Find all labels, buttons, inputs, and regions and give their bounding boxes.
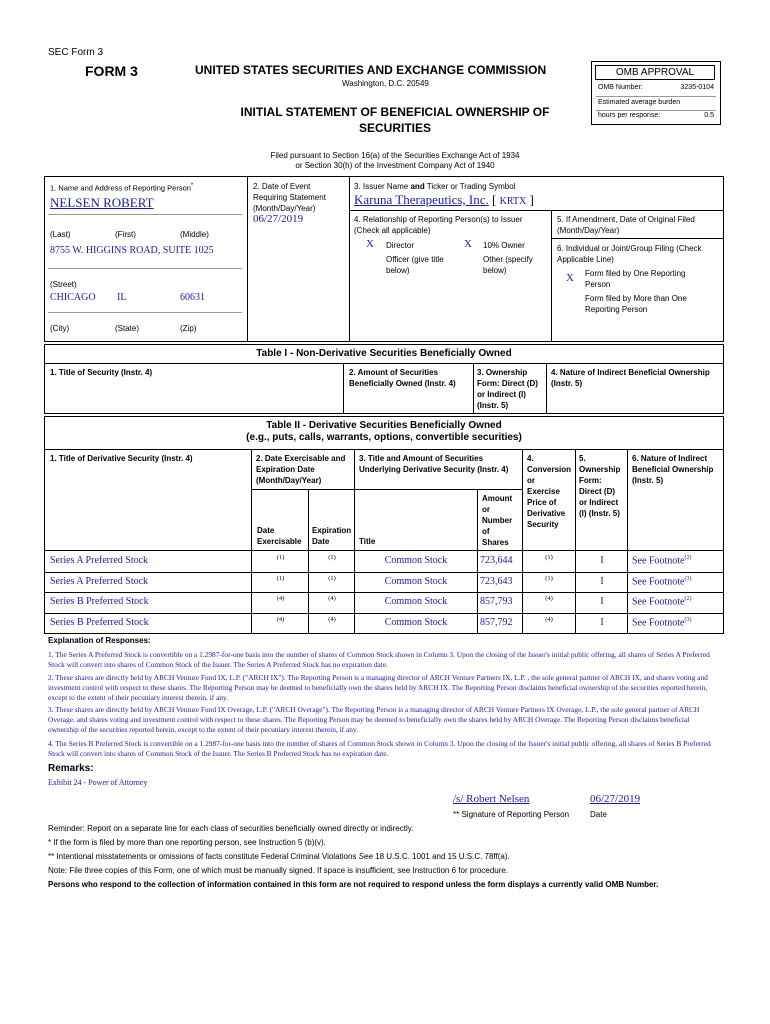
cell-price: (4) (545, 615, 553, 623)
omb-burden-label: Estimated average burden (598, 99, 681, 106)
cell-expiration: (1) (328, 574, 336, 582)
zip-label: (Zip) (180, 324, 197, 333)
cell-shares: 857,792 (480, 616, 513, 628)
box2-label: 2. Date of Event Requiring Statement (Month/Day/Year) (253, 182, 326, 213)
footnote-4: 4. The Series B Preferred Stock is convertible on a 1.2987-for-one basis into the number of shares of Common Stock shown in Column 3. Upon the closing of the Issuer's initial public offering, all shares of Series B Preferred Stock will convert into shares of Common Stock of the Issuer. The Series B Preferred Stock has no expiration date. (48, 739, 711, 758)
cell-expiration: (4) (328, 615, 336, 623)
table2-col4-header: 4. Conversion or Exercise Price of Derivative Security (527, 454, 572, 529)
omb-hours-label: hours per response: (598, 112, 661, 119)
table2-col5-header: 5. Ownership Form: Direct (D) or Indirect (I) (Instr. 5) (579, 454, 621, 518)
nature-text: See Footnote (632, 596, 685, 608)
cell-title: Common Stock (384, 555, 448, 566)
commission-location: Washington, D.C. 20549 (342, 79, 429, 88)
event-date: 06/27/2019 (253, 213, 304, 225)
expiration-date-header: Expiration Date (312, 526, 352, 546)
table-row (44, 592, 724, 613)
box5-label: 5. If Amendment, Date of Original Filed (Month/Day/Year) (557, 215, 695, 235)
nature-footnote-ref: (2) (684, 596, 692, 602)
footnote-3: 3. These shares are directly held by ARCH Venture Fund IX Overage, L.P. ("ARCH Overage"). The Reporting Person is a managing director of ARCH Venture Partners IX Overage, L.P., the sole general partner of ARCH Overage, and shares voting and investment control with respect to these shares. The Reporting Person may be deemed to beneficially own the shares held by ARCH Overage. The Reporting Person disclaims beneficial ownership of the securities reported herein, except to the extent of their pecuniary interest therein, if any. (48, 705, 700, 734)
amount-shares-header: Amount or Number of Shares (482, 494, 513, 547)
nature-text: See Footnote (632, 616, 685, 628)
state-value: IL (117, 292, 127, 303)
box4-label: 4. Relationship of Reporting Person(s) to Issuer (Check all applicable) (354, 215, 523, 235)
nature-text: See Footnote (632, 555, 685, 567)
underlying-title-header: Title (359, 537, 376, 546)
other-label: Other (specify below) (483, 255, 533, 275)
cell-price: (4) (545, 595, 553, 602)
ten-percent-owner-label: 10% Owner (483, 241, 525, 250)
signature-name: /s/ Robert Nelsen (453, 793, 530, 805)
remarks-text: Exhibit 24 - Power of Attorney (48, 778, 148, 787)
cell-expiration: (1) (328, 554, 336, 561)
box6-label: 6. Individual or Joint/Group Filing (Check Applicable Line) (557, 244, 702, 264)
cell-exercisable: (4) (276, 615, 285, 623)
cell-nature (632, 576, 692, 587)
officer-label: Officer (give title below) (386, 255, 444, 275)
cell-form: I (600, 575, 604, 587)
table1-col2-header: 2. Amount of Securities Beneficially Owned (Instr. 4) (349, 368, 456, 388)
sec-form-label: SEC Form 3 (48, 47, 104, 58)
zip-value: 60631 (180, 292, 205, 303)
issuer-name: Karuna Therapeutics, Inc. (354, 192, 489, 207)
more-persons-label: Form filed by More than One Reporting Person (585, 294, 687, 314)
table1-col4-header: 4. Nature of Indirect Beneficial Ownership (Instr. 5) (551, 368, 710, 388)
state-label: (State) (115, 324, 140, 333)
cell-expiration: (4) (328, 595, 336, 602)
table1-col3-header: 3. Ownership Form: Direct (D) or Indirect (I) (Instr. 5) (477, 368, 538, 410)
table-row (44, 572, 724, 593)
cell-form: I (600, 555, 604, 566)
first-label: (First) (115, 230, 136, 239)
street-address: 8755 W. HIGGINS ROAD, SUITE 1025 (50, 245, 214, 256)
one-person-label: Form filed by One Reporting Person (585, 269, 686, 289)
one-person-checkbox[interactable]: X (566, 272, 574, 284)
table2-col6-header: 6. Nature of Indirect Beneficial Ownership (Instr. 5) (632, 454, 714, 485)
cell-nature (632, 617, 692, 628)
note-copies: Note: File three copies of this Form, one of which must be manually signed. If space is insufficient, see Instruction 6 for procedure. (48, 866, 509, 875)
footnote-1: 1. The Series A Preferred Stock is convertible on a 1.2987-for-one basis into the number of shares of Common Stock shown in Column 3. Upon the closing of the Issuer's initial public offering, all shares of Series A Preferred Stock will convert into shares of Common Stock of the Issuer. The Series A Preferred Stock has no expiration date. (48, 650, 710, 669)
table2-col3-header: 3. Title and Amount of Securities Underlying Derivative Security (Instr. 4) (359, 454, 509, 474)
nature-text: See Footnote (632, 575, 685, 587)
omb-title: OMB APPROVAL (595, 65, 715, 80)
cell-shares: 723,644 (480, 555, 513, 566)
cell-form: I (600, 596, 604, 607)
cell-nature (632, 596, 692, 607)
note-multiple-persons: * If the form is filed by more than one reporting person, see Instruction 5 (b)(v). (48, 838, 326, 847)
cell-price: (1) (545, 574, 553, 582)
cell-price: (1) (545, 554, 553, 561)
box1-label: 1. Name and Address of Reporting Person* (50, 183, 194, 193)
nature-footnote-ref: (2) (684, 555, 692, 561)
signature-label: ** Signature of Reporting Person (453, 810, 570, 819)
cell-security: Series A Preferred Stock (50, 555, 149, 566)
omb-number-value: 3235-0104 (680, 84, 714, 91)
cell-shares: 723,643 (480, 575, 513, 587)
table-row (44, 551, 724, 572)
table1-title: Table I - Non-Derivative Securities Beneficially Owned (256, 348, 512, 359)
explanation-heading: Explanation of Responses: (48, 636, 151, 645)
table2-title: Table II - Derivative Securities Beneficially Owned (e.g., puts, calls, warrants, options, convertible securities) (246, 420, 522, 443)
form-number: FORM 3 (85, 63, 138, 79)
city-label: (City) (50, 324, 70, 333)
footnote-2: 2. These shares are directly held by ARCH Venture Fund IX, L.P. ("ARCH IX"). The Reporting Person is a managing director of ARCH Venture Partners IX, L.P. , the sole general partner of ARCH IX, and shares voting and investment control with respect to these shares. The Reporting Person may be deemed to beneficially own the shares held by ARCH IX. The Reporting Person disclaims beneficial ownership of the securities reported herein, except to the extent of their pecuniary interest therein, if any. (48, 673, 708, 702)
nature-footnote-ref: (3) (684, 616, 692, 623)
cell-exercisable: (1) (276, 554, 285, 561)
commission-title: UNITED STATES SECURITIES AND EXCHANGE COMMISSION (195, 63, 547, 77)
omb-hours-value: 0.5 (704, 112, 714, 119)
ticker-symbol: KRTX (499, 196, 527, 207)
note-misstatements: ** Intentional misstatements or omissions of facts constitute Federal Criminal Violations See 18 U.S.C. 1001 and 15 U.S.C. 78ff(a). (48, 852, 510, 861)
reporting-person-name: NELSEN ROBERT (50, 195, 154, 210)
remarks-heading: Remarks: (48, 763, 94, 774)
date-label: Date (590, 810, 607, 819)
director-checkbox[interactable]: X (366, 238, 374, 250)
cell-title: Common Stock (384, 616, 448, 628)
nature-footnote-ref: (3) (684, 575, 692, 582)
filed-pursuant: Filed pursuant to Section 16(a) of the Securities Exchange Act of 1934 or Section 30(h) of the Investment Company Act of 1940 (270, 151, 520, 170)
last-label: (Last) (50, 230, 71, 239)
cell-security: Series A Preferred Stock (50, 575, 149, 587)
issuer-line: Karuna Therapeutics, Inc. [ KRTX ] (354, 192, 534, 207)
cell-security: Series B Preferred Stock (50, 596, 149, 607)
cell-exercisable: (4) (276, 595, 285, 602)
cell-security: Series B Preferred Stock (50, 616, 149, 628)
table2-col2-header: 2. Date Exercisable and Expiration Date (Month/Day/Year) (256, 454, 346, 485)
reminder-text: Reminder: Report on a separate line for each class of securities beneficially owned directly or indirectly. (48, 824, 414, 833)
signature-date: 06/27/2019 (590, 793, 641, 805)
director-label: Director (386, 241, 415, 250)
cell-nature (632, 555, 692, 566)
table-row (44, 613, 724, 634)
cell-form: I (600, 616, 604, 628)
cell-title: Common Stock (384, 575, 448, 587)
form-title: INITIAL STATEMENT OF BENEFICIAL OWNERSHIP OF SECURITIES (240, 105, 550, 135)
box3-label: 3. Issuer Name and Ticker or Trading Symbol (354, 182, 516, 191)
street-label: (Street) (50, 280, 77, 289)
ten-percent-owner-checkbox[interactable]: X (464, 238, 472, 250)
omb-approval-box (591, 61, 721, 125)
cell-shares: 857,793 (480, 596, 513, 607)
middle-label: (Middle) (180, 230, 209, 239)
cell-title: Common Stock (384, 596, 448, 607)
omb-number-label: OMB Number: (598, 84, 643, 91)
table1-col1-header: 1. Title of Security (Instr. 4) (50, 368, 153, 377)
city-value: CHICAGO (50, 292, 96, 303)
cell-exercisable: (1) (276, 574, 285, 582)
omb-notice: Persons who respond to the collection of information contained in this form are not required to respond unless the form displays a currently valid OMB Number. (48, 880, 659, 889)
date-exercisable-header: Date Exercisable (257, 526, 302, 546)
table2-col1-header: 1. Title of Derivative Security (Instr. 4) (50, 454, 193, 463)
